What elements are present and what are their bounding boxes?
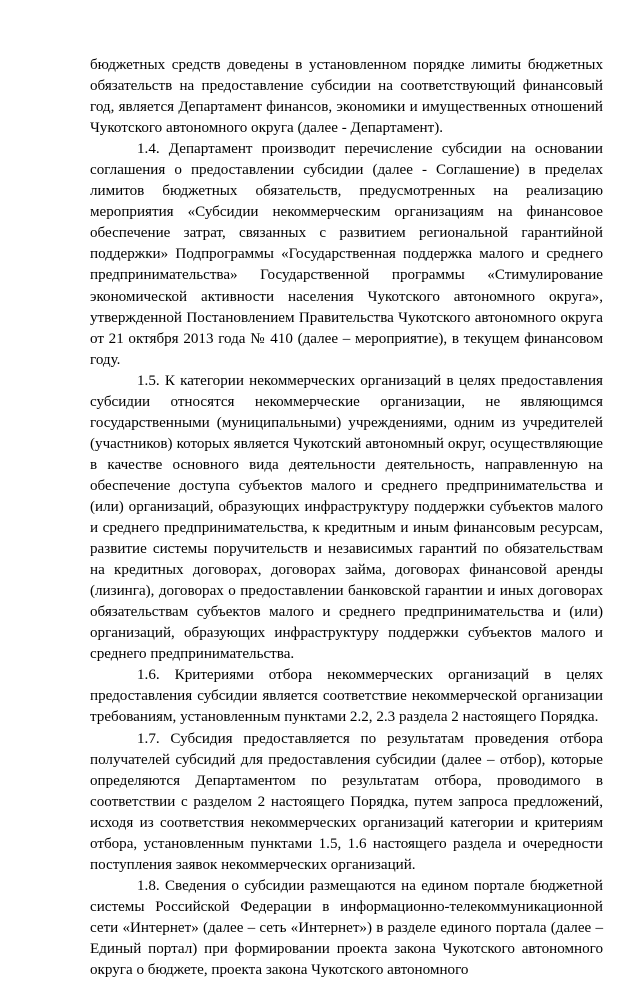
paragraph-1-6: 1.6. Критериями отбора некоммерческих организаций в целях предоставления субсидии является соответствие некоммерческой организации требованиям, установленным пунктами 2.2, 2.3 раздела 2 настоящего Порядка.: [90, 667, 603, 726]
document-body: [90, 55, 603, 981]
paragraph-1-4: 1.4. Департамент производит перечисление субсидии на основании соглашения о предоставлении субсидии (далее - Соглашение) в пределах лимитов бюджетных обязательств, предусмотренных на реализацию мероприятия «Субсидии некоммерческим организациям на финансовое обеспечение затрат, связанных с развитием региональной гарантийной поддержки» Подпрограммы «Государственная поддержка малого и среднего предпринимательства» Государственной программы «Стимулирование экономической активности населения Чукотского автономного округа», утвержденной Постановлением Правительства Чукотского автономного округа от 21 октября 2013 года № 410 (далее – мероприятие), в текущем финансовом году.: [90, 141, 603, 368]
paragraph-1-5: 1.5. К категории некоммерческих организаций в целях предоставления субсидии относятся некоммерческие организации, не являющимся государственными (муниципальными) учреждениями, одним из учредителей (участников) которых является Чукотский автономный округ, осуществляющие в качестве основного вида деятельности деятельность, направленную на обеспечение доступа субъектов малого и среднего предпринимательства и (или) организаций, образующих инфраструктуру поддержки субъектов малого и среднего предпринимательства, к кредитным и иным финансовым ресурсам, развитие системы поручительств и независимых гарантий по обязательствам на кредитных договорах, договорах займа, договорах финансовой аренды (лизинга), договорах о предоставлении банковской гарантии и иных договорах обязательствам субъектов малого и среднего предпринимательства и (или) организаций, образующих инфраструктуру поддержки субъектов малого и среднего предпринимательства.: [90, 372, 603, 663]
paragraph-budget-funds: бюджетных средств доведены в установленном порядке лимиты бюджетных обязательств на предоставление субсидии на соответствующий финансовый год, является Департамент финансов, экономики и имущественных отношений Чукотского автономного округа (далее - Департамент).: [90, 57, 603, 137]
paragraph-1-8: 1.8. Сведения о субсидии размещаются на едином портале бюджетной системы Российской Федерации в информационно-телекоммуникационной сети «Интернет» (далее – сеть «Интернет») в разделе единого портала (далее – Единый портал) при формировании проекта закона Чукотского автономного округа о бюджете, проекта закона Чукотского автономного: [90, 877, 603, 979]
paragraph-1-7: 1.7. Субсидия предоставляется по результатам проведения отбора получателей субсидий для предоставления субсидии (далее – отбор), которые определяются Департаментом по результатам отбора, проводимого в соответствии с разделом 2 настоящего Порядка, путем запроса предложений, исходя из соответствия некоммерческих организаций категории и критериям отбора, установленным пунктами 1.5, 1.6 настоящего раздела и очередности поступления заявок некоммерческих организаций.: [90, 730, 603, 873]
